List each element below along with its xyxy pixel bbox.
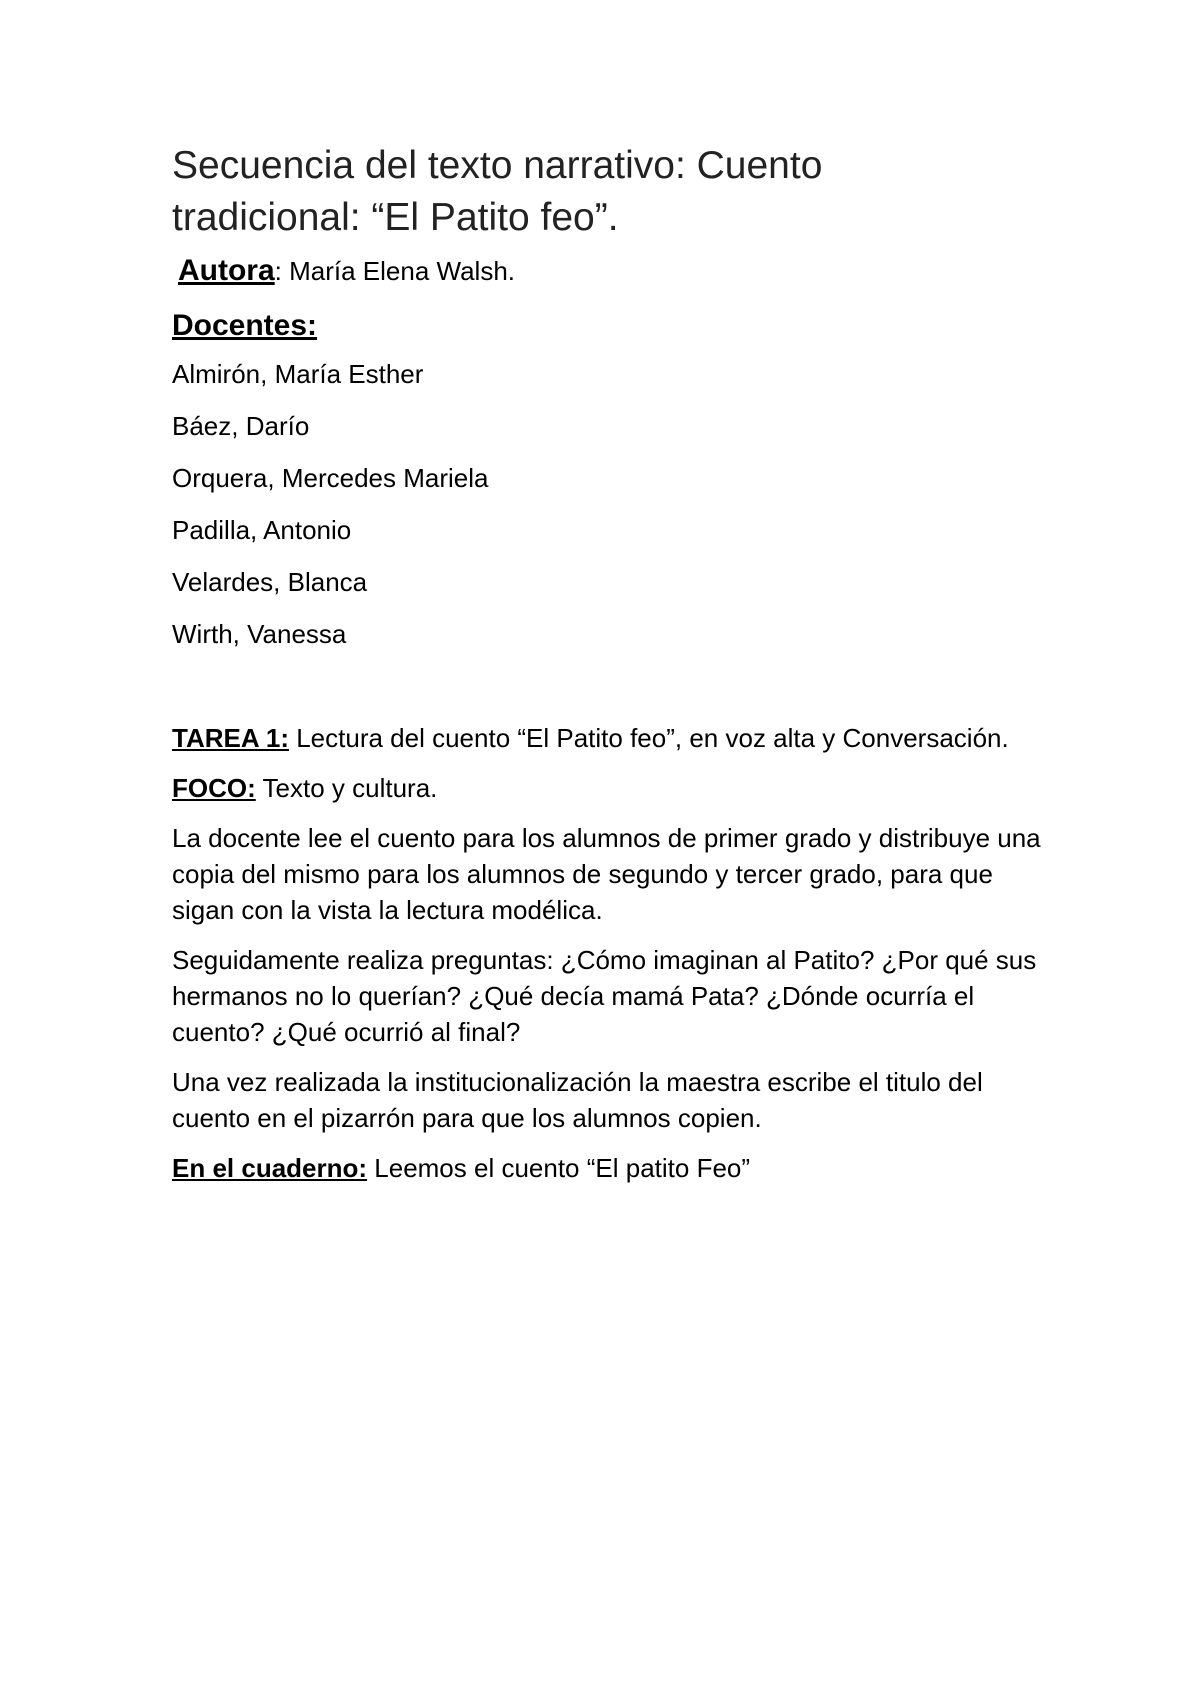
teacher-item: Wirth, Vanessa xyxy=(172,619,347,649)
task-paragraph xyxy=(172,720,1052,756)
focus-label: FOCO: xyxy=(172,773,256,803)
title-line-2: tradicional: “El Patito feo”. xyxy=(172,196,619,239)
author-label: Autora xyxy=(178,254,275,287)
body-paragraph-1: La docente lee el cuento para los alumnos de primer grado y distribuye una copia del mismo para los alumnos de segundo y tercer grado, para que sigan con la vista la lectura modélica. xyxy=(172,823,1041,925)
notebook-paragraph xyxy=(172,1150,1052,1186)
teacher-item: Orquera, Mercedes Mariela xyxy=(172,463,489,493)
teachers-heading: Docentes: xyxy=(172,309,318,342)
teacher-item: Almirón, María Esther xyxy=(172,359,424,389)
document-body xyxy=(172,140,1052,1186)
task-text: Lectura del cuento “El Patito feo”, en voz alta y Conversación. xyxy=(289,723,1009,753)
teacher-item: Padilla, Antonio xyxy=(172,515,352,545)
author-line xyxy=(178,254,1052,288)
author-name: : María Elena Walsh. xyxy=(274,256,516,286)
title-line-1: Secuencia del texto narrativo: Cuento xyxy=(172,144,823,187)
document-title xyxy=(172,140,1052,244)
notebook-text: Leemos el cuento “El patito Feo” xyxy=(367,1153,751,1183)
body-paragraph-3: Una vez realizada la institucionalización la maestra escribe el titulo del cuento en el pizarrón para que los alumnos copien. xyxy=(172,1067,983,1133)
teacher-item: Báez, Darío xyxy=(172,411,310,441)
focus-paragraph xyxy=(172,770,1052,806)
focus-text: Texto y cultura. xyxy=(255,773,438,803)
notebook-label: En el cuaderno: xyxy=(172,1153,368,1183)
body-paragraph-2: Seguidamente realiza preguntas: ¿Cómo imaginan al Patito? ¿Por qué sus hermanos no lo querían? ¿Qué decía mamá Pata? ¿Dónde ocurría el cuento? ¿Qué ocurrió al final? xyxy=(172,945,1037,1047)
teachers-list xyxy=(172,358,1052,650)
task-label: TAREA 1: xyxy=(172,723,289,753)
teacher-item: Velardes, Blanca xyxy=(172,567,368,597)
